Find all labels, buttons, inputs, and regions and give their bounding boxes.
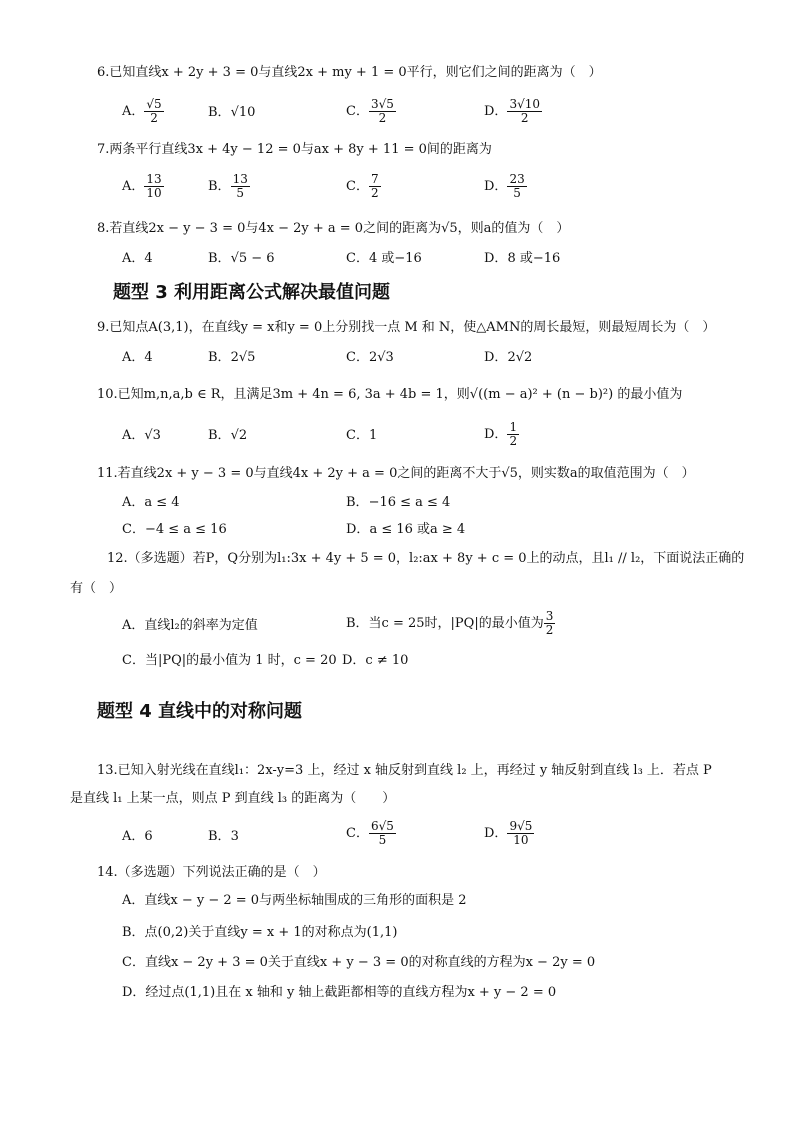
question-13-stem-line2: 是直线 l₁ 上某一点，则点 P 到直线 l₃ 的距离为（ ） — [70, 791, 396, 806]
question-12-stem-line1: 12.（多选题）若P，Q分别为l₁:3x + 4y + 5 = 0，l₂:ax + 8y + c = 0上的动点，且l₁ // l₂，下面说法正确的 — [107, 551, 745, 566]
question-8-stem: 8.若直线2x − y − 3 = 0与4x − 2y + a = 0之间的距离为√5，则a的值为（ ） — [97, 221, 570, 236]
q6-option-b: B．√10 — [208, 105, 256, 120]
q10-option-d: D． $\frac{1}{2}$ — [484, 420, 518, 448]
q8-option-b: B．√5 − 6 — [208, 251, 275, 266]
q10-option-a: A．√3 — [122, 428, 161, 443]
q13-option-b: B．3 — [208, 829, 239, 844]
q7-option-d: D． $\frac{23}{5}$ — [484, 172, 525, 200]
q12-option-c: C．当|PQ|的最小值为 1 时，c = 20 — [122, 653, 337, 668]
q12-option-d: D．c ≠ 10 — [342, 653, 409, 668]
q14-option-c: C．直线x − 2y + 3 = 0关于直线x + y − 3 = 0的对称直线的方程为x − 2y = 0 — [122, 955, 596, 970]
q7-option-b: B． $\frac{13}{5}$ — [208, 172, 248, 200]
section-heading-4: 题型 4 直线中的对称问题 — [97, 701, 303, 722]
q10-option-b: B．√2 — [208, 428, 248, 443]
question-9-stem: 9.已知点A(3,1)，在直线y = x和y = 0上分别找一点 M 和 N，使△AMN的周长最短，则最短周长为（ ） — [97, 320, 716, 335]
q9-option-c: C．2√3 — [346, 350, 394, 365]
q12-option-a: A．直线l₂的斜率为定值 — [122, 618, 258, 633]
q14-option-d: D．经过点(1,1)且在 x 轴和 y 轴上截距都相等的直线方程为x + y − 2 = 0 — [122, 985, 557, 1000]
section-heading-3: 题型 3 利用距离公式解决最值问题 — [113, 282, 391, 303]
question-13-stem-line1: 13.已知入射光线在直线l₁：2x-y=3 上，经过 x 轴反射到直线 l₂ 上，再经过 y 轴反射到直线 l₃ 上．若点 P — [97, 763, 712, 778]
q6-option-a: A． $\frac{√5}{2}$ — [122, 97, 162, 125]
q7-option-c: C． $\frac{7}{2}$ — [346, 172, 379, 200]
q11-option-b: B．−16 ≤ a ≤ 4 — [346, 495, 451, 510]
q7-option-a: A． $\frac{13}{10}$ — [122, 172, 162, 200]
q6-option-c: C． $\frac{3√5}{2}$ — [346, 97, 394, 125]
q11-option-a: A．a ≤ 4 — [122, 495, 180, 510]
question-11-stem: 11.若直线2x + y − 3 = 0与直线4x + 2y + a = 0之间的距离不大于√5，则实数a的取值范围为（ ） — [97, 466, 695, 481]
q11-option-c: C．−4 ≤ a ≤ 16 — [122, 522, 227, 537]
q8-option-c: C．4 或−16 — [346, 251, 422, 266]
q14-option-a: A．直线x − y − 2 = 0与两坐标轴围成的三角形的面积是 2 — [122, 893, 467, 908]
q11-option-d: D．a ≤ 16 或a ≥ 4 — [346, 522, 466, 537]
question-14-stem: 14.（多选题）下列说法正确的是（ ） — [97, 865, 326, 880]
q13-option-c: C． $\frac{6√5}{5}$ — [346, 819, 394, 847]
q13-option-a: A．6 — [122, 829, 153, 844]
question-12-stem-line2: 有（ ） — [70, 581, 123, 596]
q12-option-b: B．当c = 25时，|PQ|的最小值为 $\frac{3}{2}$ — [346, 609, 554, 637]
q13-option-d: D． $\frac{9√5}{10}$ — [484, 819, 533, 847]
question-10-stem: 10.已知m,n,a,b ∈ R，且满足3m + 4n = 6, 3a + 4b = 1，则√((m − a)² + (n − b)²) 的最小值为 — [97, 387, 683, 402]
q14-option-b: B．点(0,2)关于直线y = x + 1的对称点为(1,1) — [122, 925, 398, 940]
q10-option-c: C．1 — [346, 428, 378, 443]
q9-option-d: D．2√2 — [484, 350, 533, 365]
q6-option-d: D． $\frac{3√10}{2}$ — [484, 97, 540, 125]
question-7-stem: 7.两条平行直线3x + 4y − 12 = 0与ax + 8y + 11 = 0间的距离为 — [97, 142, 492, 157]
q9-option-a: A．4 — [122, 350, 153, 365]
question-6-stem: 6.已知直线x + 2y + 3 = 0与直线2x + my + 1 = 0平行，则它们之间的距离为（ ） — [97, 65, 602, 80]
q8-option-d: D．8 或−16 — [484, 251, 561, 266]
q9-option-b: B．2√5 — [208, 350, 256, 365]
q8-option-a: A．4 — [122, 251, 153, 266]
